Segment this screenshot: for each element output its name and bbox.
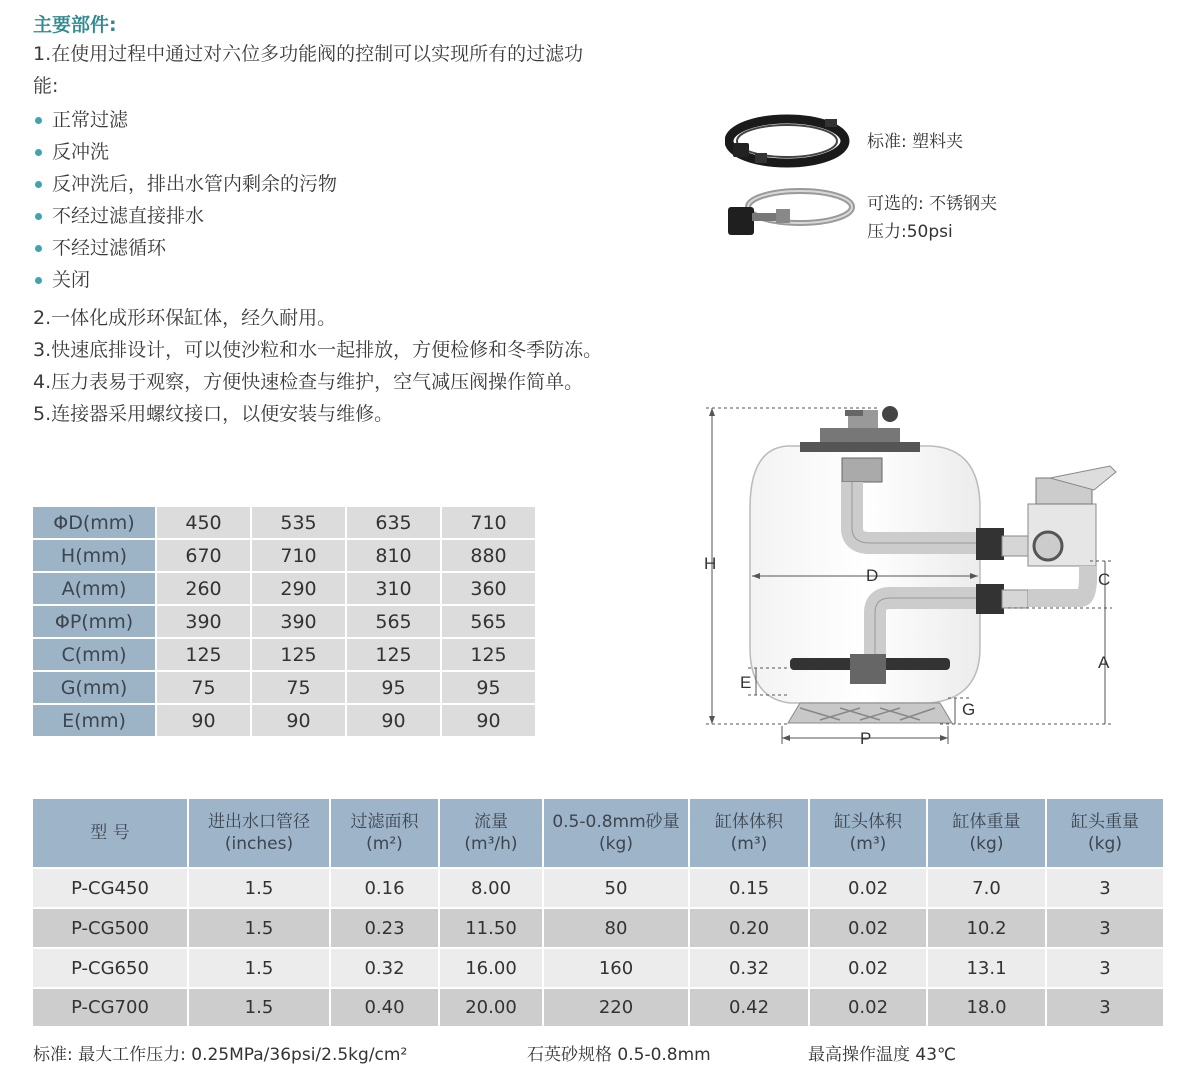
table-cell: 810 <box>347 540 440 571</box>
table-cell: 75 <box>252 672 345 703</box>
table-row <box>33 573 535 604</box>
table-cell: P-CG650 <box>33 949 187 987</box>
table-cell: 670 <box>157 540 250 571</box>
column-header: 缸体体积 (m³) <box>690 799 808 867</box>
table-cell: 1.5 <box>189 949 329 987</box>
feature-item: 4.压力表易于观察，方便快速检查与维护，空气减压阀操作简单。 <box>33 371 584 393</box>
table-cell: 160 <box>544 949 688 987</box>
table-cell: 80 <box>544 909 688 947</box>
list-item: 反冲洗 <box>33 136 337 168</box>
table-cell: 390 <box>157 606 250 637</box>
table-cell: 0.32 <box>331 949 438 987</box>
table-cell: 0.02 <box>810 949 926 987</box>
table-cell: 880 <box>442 540 535 571</box>
table-cell: 0.15 <box>690 869 808 907</box>
table-cell: 290 <box>252 573 345 604</box>
bullet-icon <box>35 213 42 220</box>
feature-item: 3.快速底排设计，可以使沙粒和水一起排放，方便检修和冬季防冻。 <box>33 339 603 361</box>
row-label: E(mm) <box>33 705 155 736</box>
table-row <box>33 909 1163 947</box>
table-cell: 0.23 <box>331 909 438 947</box>
dimension-label-e: E <box>740 673 752 692</box>
dimension-label-g: G <box>962 700 976 719</box>
table-cell: 450 <box>157 507 250 538</box>
table-cell: 0.40 <box>331 989 438 1026</box>
column-header: 过滤面积 (m²) <box>331 799 438 867</box>
table-cell: 390 <box>252 606 345 637</box>
bullet-icon <box>35 117 42 124</box>
dimension-table <box>31 505 537 738</box>
table-cell: 0.02 <box>810 869 926 907</box>
bullet-icon <box>35 181 42 188</box>
table-cell: 10.2 <box>928 909 1045 947</box>
column-header: 缸头重量 (kg) <box>1047 799 1163 867</box>
table-cell: 125 <box>442 639 535 670</box>
row-label: C(mm) <box>33 639 155 670</box>
table-cell: 90 <box>347 705 440 736</box>
row-label: ΦP(mm) <box>33 606 155 637</box>
optional-clamp-label: 可选的: 不锈钢夹 <box>867 194 998 214</box>
list-item: 正常过滤 <box>33 104 337 136</box>
table-cell: 125 <box>347 639 440 670</box>
table-cell: 0.02 <box>810 909 926 947</box>
list-item: 不经过滤循环 <box>33 232 337 264</box>
models-table <box>31 797 1165 1028</box>
table-cell: P-CG700 <box>33 989 187 1026</box>
table-row <box>33 672 535 703</box>
table-cell: 3 <box>1047 949 1163 987</box>
intro-paragraph: 1.在使用过程中通过对六位多功能阀的控制可以实现所有的过滤功能: <box>33 43 584 97</box>
column-header: 流量 (m³/h) <box>440 799 542 867</box>
table-cell: 7.0 <box>928 869 1045 907</box>
table-cell: 310 <box>347 573 440 604</box>
table-cell: P-CG500 <box>33 909 187 947</box>
table-cell: 0.02 <box>810 989 926 1026</box>
table-cell: 635 <box>347 507 440 538</box>
list-item: 关闭 <box>33 264 337 296</box>
sand-filter-diagram <box>690 398 1130 760</box>
dimension-label-h: H <box>704 554 717 573</box>
table-cell: 565 <box>347 606 440 637</box>
table-cell: 220 <box>544 989 688 1026</box>
table-header-row <box>33 799 1163 867</box>
row-label: G(mm) <box>33 672 155 703</box>
column-header: 缸头体积 (m³) <box>810 799 926 867</box>
standard-clamp-label: 标准: 塑料夹 <box>867 132 964 152</box>
table-cell: 95 <box>347 672 440 703</box>
table-cell: 535 <box>252 507 345 538</box>
table-cell: 0.16 <box>331 869 438 907</box>
table-cell: P-CG450 <box>33 869 187 907</box>
column-header: 缸体重量 (kg) <box>928 799 1045 867</box>
column-header: 进出水口管径 (inches) <box>189 799 329 867</box>
row-label: H(mm) <box>33 540 155 571</box>
table-cell: 13.1 <box>928 949 1045 987</box>
bullet-icon <box>35 245 42 252</box>
table-cell: 125 <box>157 639 250 670</box>
table-cell: 3 <box>1047 869 1163 907</box>
footer-temperature: 最高操作温度 43℃ <box>808 1045 957 1065</box>
clamp-pressure-label: 压力:50psi <box>867 222 953 242</box>
table-cell: 565 <box>442 606 535 637</box>
table-row <box>33 639 535 670</box>
dimension-label-a: A <box>1098 653 1110 672</box>
table-cell: 90 <box>442 705 535 736</box>
table-cell: 11.50 <box>440 909 542 947</box>
table-cell: 360 <box>442 573 535 604</box>
table-cell: 1.5 <box>189 989 329 1026</box>
list-item: 反冲洗后，排出水管内剩余的污物 <box>33 168 337 200</box>
table-row <box>33 949 1163 987</box>
row-label: A(mm) <box>33 573 155 604</box>
table-cell: 1.5 <box>189 909 329 947</box>
table-row <box>33 507 535 538</box>
table-cell: 0.42 <box>690 989 808 1026</box>
table-cell: 3 <box>1047 989 1163 1026</box>
table-cell: 260 <box>157 573 250 604</box>
table-cell: 710 <box>442 507 535 538</box>
table-cell: 75 <box>157 672 250 703</box>
table-cell: 90 <box>252 705 345 736</box>
table-cell: 710 <box>252 540 345 571</box>
dimension-label-c: C <box>1098 570 1111 589</box>
table-cell: 90 <box>157 705 250 736</box>
feature-items <box>33 302 603 430</box>
table-row <box>33 869 1163 907</box>
table-cell: 8.00 <box>440 869 542 907</box>
table-cell: 18.0 <box>928 989 1045 1026</box>
bullet-icon <box>35 277 42 284</box>
table-cell: 0.32 <box>690 949 808 987</box>
row-label: ΦD(mm) <box>33 507 155 538</box>
footer-pressure: 标准: 最大工作压力: 0.25MPa/36psi/2.5kg/cm² <box>33 1045 408 1065</box>
table-cell: 50 <box>544 869 688 907</box>
table-cell: 16.00 <box>440 949 542 987</box>
table-row <box>33 989 1163 1026</box>
table-row <box>33 540 535 571</box>
feature-item: 5.连接器采用螺纹接口，以便安装与维修。 <box>33 403 394 425</box>
steel-clamp-image <box>726 183 856 241</box>
column-header: 型 号 <box>33 799 187 867</box>
column-header: 0.5-0.8mm砂量 (kg) <box>544 799 688 867</box>
plastic-clamp-image <box>725 113 855 169</box>
section-heading: 主要部件: <box>33 14 117 36</box>
dimension-label-p: P <box>860 729 872 748</box>
function-list <box>33 104 337 296</box>
bullet-icon <box>35 149 42 156</box>
table-row <box>33 606 535 637</box>
table-cell: 125 <box>252 639 345 670</box>
footer-sand: 石英砂规格 0.5-0.8mm <box>527 1045 711 1065</box>
dimension-label-d: D <box>866 566 879 585</box>
table-cell: 1.5 <box>189 869 329 907</box>
table-cell: 95 <box>442 672 535 703</box>
table-cell: 20.00 <box>440 989 542 1026</box>
list-item: 不经过滤直接排水 <box>33 200 337 232</box>
feature-item: 2.一体化成形环保缸体，经久耐用。 <box>33 307 337 329</box>
table-cell: 0.20 <box>690 909 808 947</box>
table-cell: 3 <box>1047 909 1163 947</box>
table-row <box>33 705 535 736</box>
